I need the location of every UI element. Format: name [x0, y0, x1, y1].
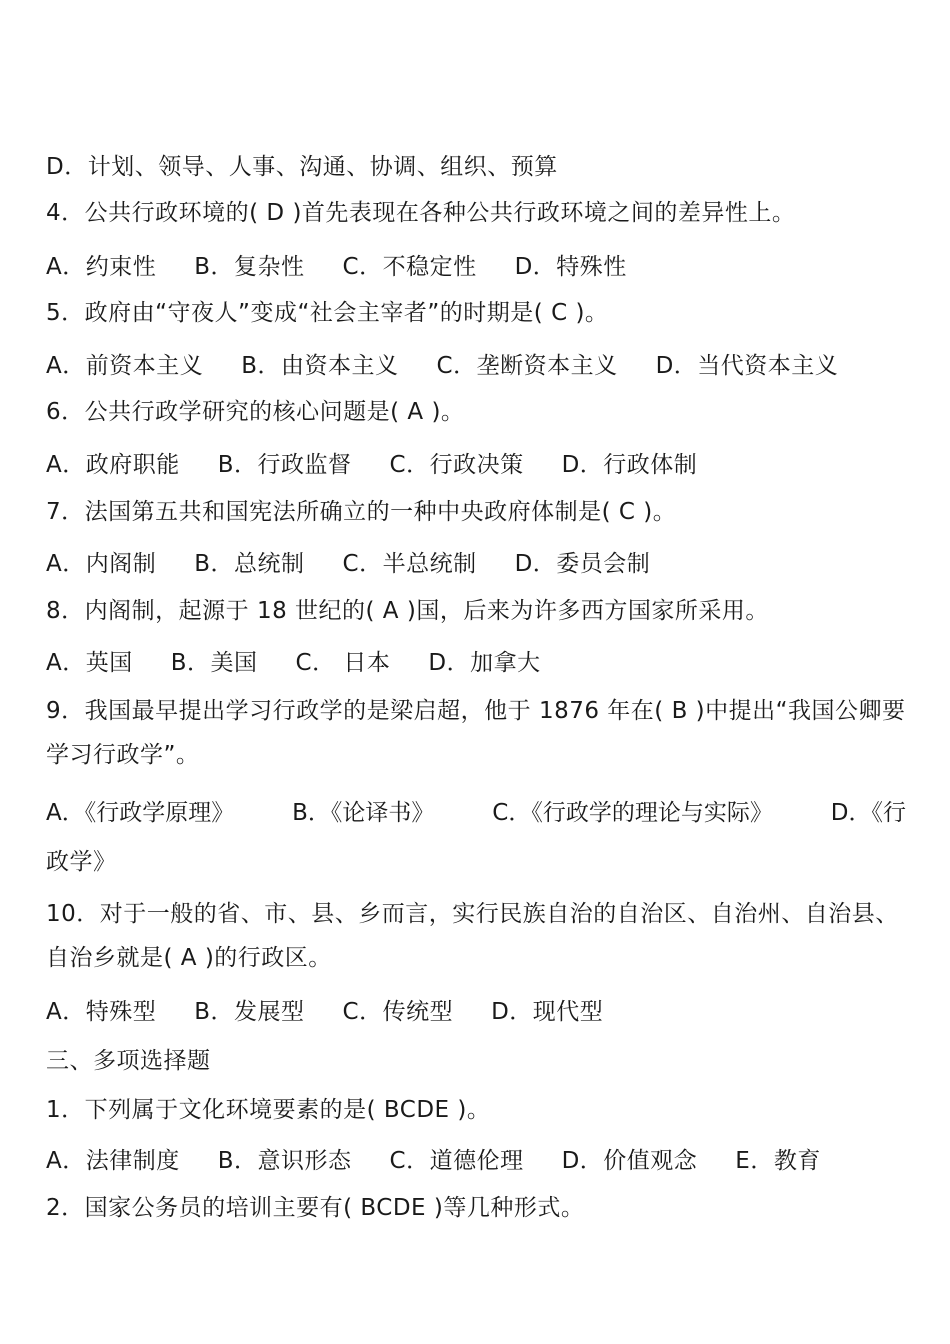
option: A．《行政学原理》: [46, 800, 235, 826]
option: D．当代资本主义: [655, 353, 839, 379]
question-10: 10．对于一般的省、市、县、乡而言，实行民族自治的自治区、自治州、自治县、 自治乡就是( A )的行政区。: [46, 901, 899, 971]
question-6: 6．公共行政学研究的核心问题是( A )。: [46, 399, 465, 425]
option: C．不稳定性: [342, 254, 477, 280]
question-7: 7．法国第五共和国宪法所确立的一种中央政府体制是( C )。: [46, 499, 677, 525]
option: B．由资本主义: [241, 353, 399, 379]
multi-question-1-options: [46, 1146, 906, 1176]
option: C． 日本: [295, 650, 391, 676]
option: C．垄断资本主义: [436, 353, 618, 379]
option: B．意识形态: [217, 1148, 352, 1174]
option: A．英国: [46, 650, 133, 676]
option: A．政府职能: [46, 452, 180, 478]
option: A．法律制度: [46, 1148, 180, 1174]
option-line: D．计划、领导、人事、沟通、协调、组织、预算: [46, 154, 558, 180]
option: B．发展型: [194, 999, 305, 1025]
option: D．加拿大: [428, 650, 541, 676]
option: A．内阁制: [46, 551, 157, 577]
question-8: 8．内阁制，起源于 18 世纪的( A )国，后来为许多西方国家所采用。: [46, 598, 769, 624]
question-9: 9．我国最早提出学习行政学的是梁启超，他于 1876 年在( B )中提出“我国公卿要学习行政学”。: [46, 698, 906, 768]
option: D．委员会制: [514, 551, 651, 577]
option: D．现代型: [491, 999, 604, 1025]
option: A．约束性: [46, 254, 157, 280]
option: C．传统型: [342, 999, 454, 1025]
question-8-options: [46, 648, 906, 678]
option: C．《行政学的理论与实际》: [492, 800, 773, 826]
section-heading: 三、多项选择题: [46, 1048, 211, 1074]
option: C．行政决策: [389, 452, 524, 478]
option: A．前资本主义: [46, 353, 204, 379]
option: E．教育: [735, 1148, 821, 1174]
question-5: 5．政府由“守夜人”变成“社会主宰者”的时期是( C )。: [46, 300, 609, 326]
option: D．特殊性: [514, 254, 627, 280]
option: B．复杂性: [194, 254, 305, 280]
question-4: 4．公共行政环境的( D )首先表现在各种公共行政环境之间的差异性上。: [46, 200, 796, 226]
option: C．半总统制: [342, 551, 477, 577]
multi-question-1: 1．下列属于文化环境要素的是( BCDE )。: [46, 1097, 491, 1123]
question-9-options-continued: 政学》: [46, 849, 117, 875]
question-4-options: [46, 252, 906, 282]
question-7-options: [46, 549, 906, 579]
question-6-options: [46, 450, 906, 480]
question-5-options: [46, 351, 906, 381]
option: D．价值观念: [561, 1148, 698, 1174]
question-10-options: [46, 997, 906, 1027]
option: D．《行: [830, 800, 906, 826]
multi-question-2: 2．国家公务员的培训主要有( BCDE )等几种形式。: [46, 1195, 585, 1221]
question-9-options: [46, 798, 906, 828]
option: B．总统制: [194, 551, 305, 577]
option: A．特殊型: [46, 999, 157, 1025]
option: C．道德伦理: [389, 1148, 524, 1174]
option: B．《论译书》: [292, 800, 435, 826]
option: B．美国: [170, 650, 258, 676]
option: B．行政监督: [217, 452, 352, 478]
option: D．行政体制: [561, 452, 698, 478]
